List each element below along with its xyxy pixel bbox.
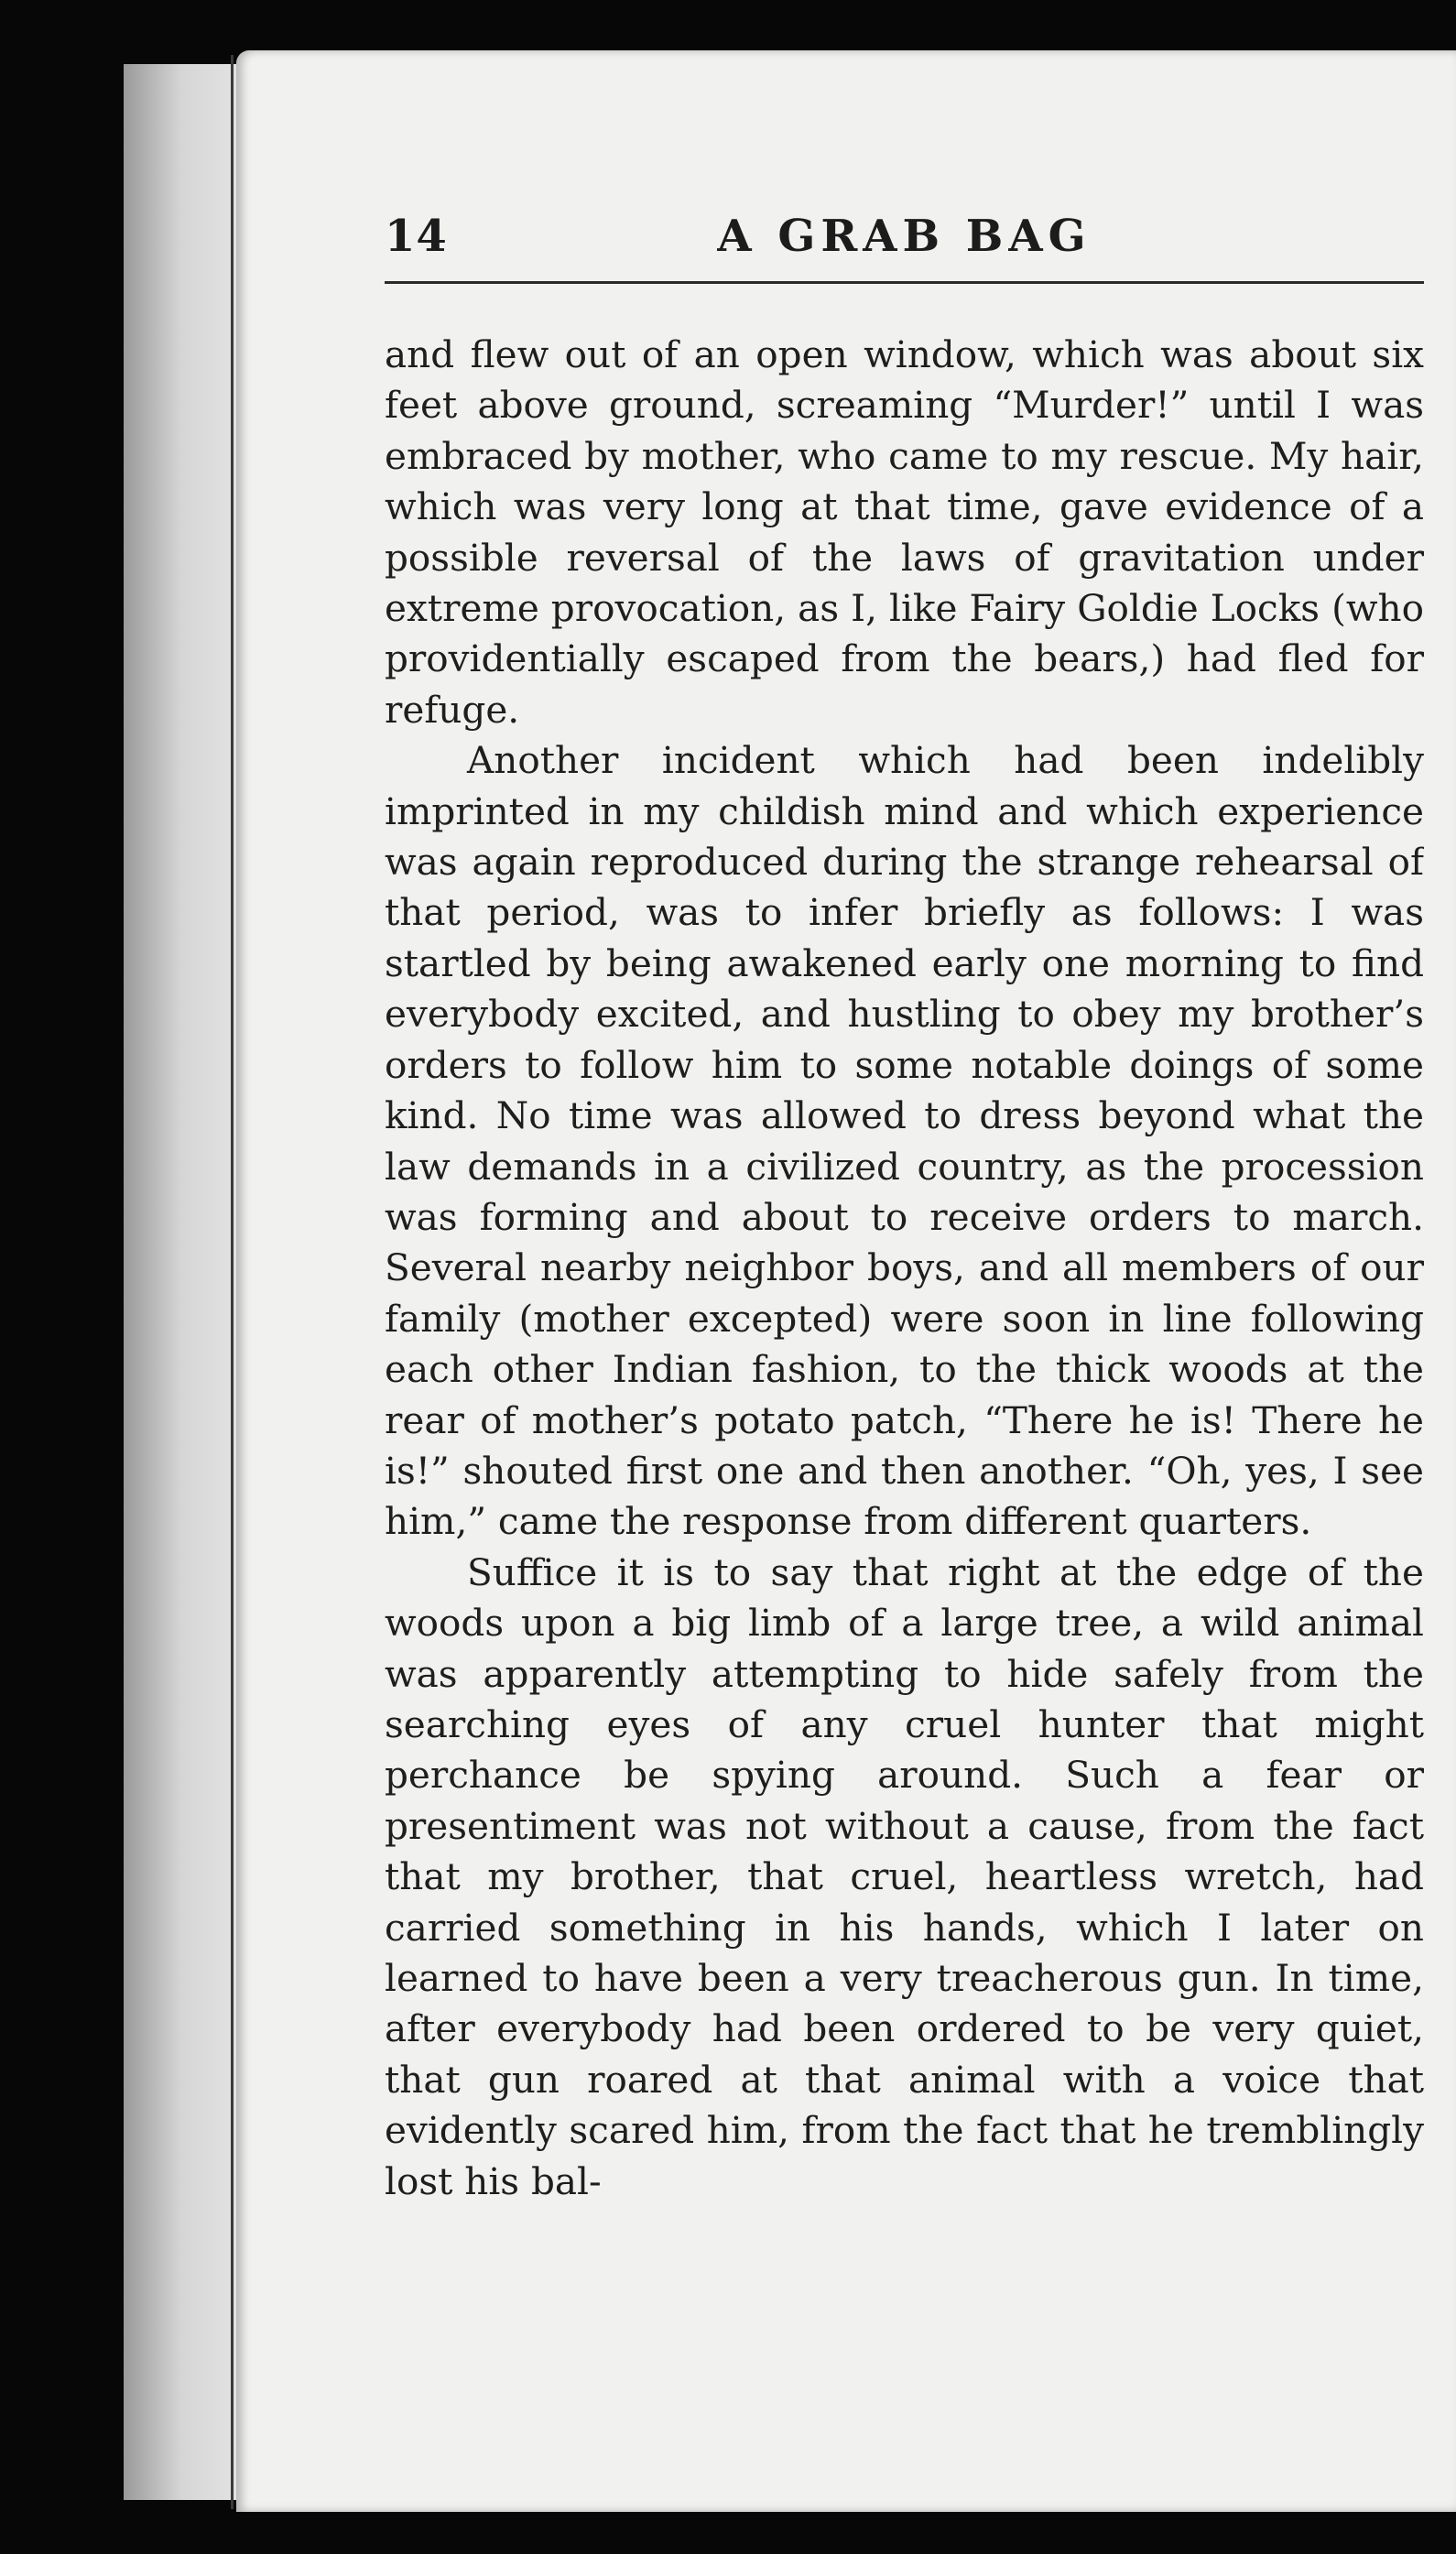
paragraph-continued: and flew out of an open window, which was about six feet above ground, screaming “Murder!” until I was embraced by mother, who came to my rescue. My hair, which was very long at that time, gave evidence of a possible reversal of the laws of gravitation under extreme provocation, as I, like Fairy Goldie Locks (who providentially escaped from the bears,) had fled for refuge. [385,332,1424,732]
binding-shadow [231,55,234,2509]
paragraph: Another incident which had been indelibly imprinted in my childish mind and which experience was again reproduced during the strange rehearsal of that period, was to infer briefly as follows: I was startled by being awakened early one morning to find everybody excited, and hustling to obey my brother’s orders to follow him to some notable doings of some kind. No time was allowed to dress beyond what the law demands in a civilized country, as the procession was forming and about to receive orders to march. Several nearby neighbor boys, and all members of our family (mother excepted) were soon in line following each other Indian fashion, to the thick woods at the rear of mother’s potato patch, “There he is! There he is!” shouted first one and then another. “Oh, yes, I see him,” came the response from different quarters. [385,738,1424,1544]
page-body [385,330,1424,2335]
page-number: 14 [385,211,448,262]
page-header [385,211,1424,275]
paragraph: Suffice it is to say that right at the edge of the woods upon a big limb of a large tree, a wild animal was apparently attempting to hide safely from the searching eyes of any cruel hunter that might perchance be spying around. Such a fear or presentiment was not without a cause, from the fact that my brother, that cruel, heartless wretch, had carried something in his hands, which I later on learned to have been a very treacherous gun. In time, after everybody had been ordered to be very quiet, that gun roared at that animal with a voice that evidently scared him, from the fact that he tremblingly lost his bal- [385,1549,1424,2203]
running-title: A GRAB BAG [717,211,1092,262]
header-rule [385,281,1424,284]
